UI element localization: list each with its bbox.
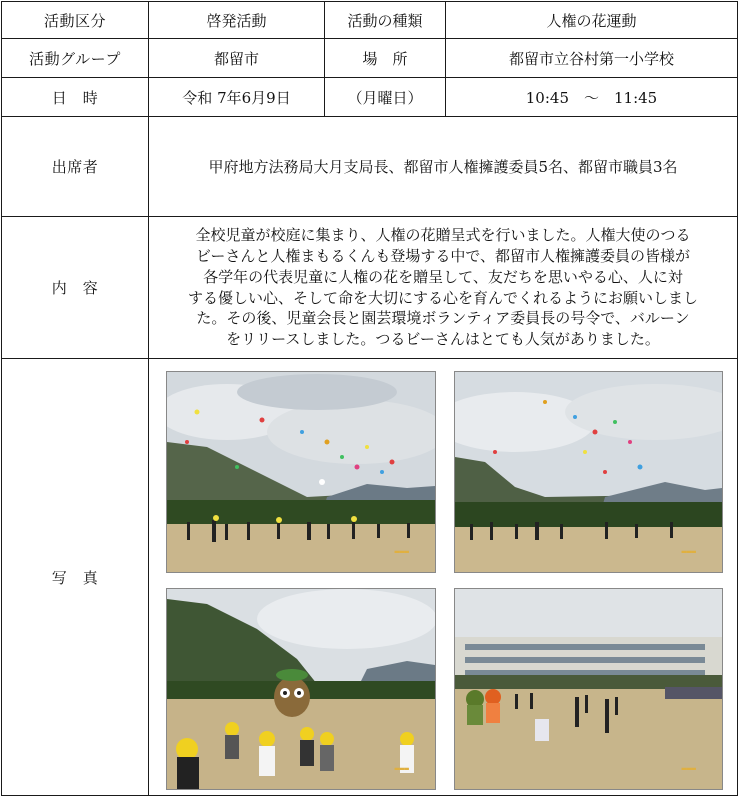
attendees-label: 出席者 xyxy=(2,117,149,217)
content-line: をリリースしました。つるビーさんはとても人気がありました。 xyxy=(226,330,660,349)
place-value: 都留市立谷村第一小学校 xyxy=(446,39,738,78)
row-group xyxy=(2,39,738,78)
row-category xyxy=(2,2,738,39)
content-line: する優しい心、そして命を大切にする心を育んでくれるようにお願いしまし xyxy=(187,288,698,307)
place-label: 場 所 xyxy=(325,39,446,78)
photo-date-stamp: ▬▬▬ xyxy=(681,547,696,556)
weekday-value: （月曜日） xyxy=(325,78,446,117)
photo-date-stamp: ▬▬▬ xyxy=(394,547,409,556)
photo-date-stamp: ▬▬▬ xyxy=(394,764,409,773)
date-value: 令和 7年6月9日 xyxy=(149,78,325,117)
datetime-label: 日 時 xyxy=(2,78,149,117)
photo-mascot-children xyxy=(166,588,436,790)
row-datetime xyxy=(2,78,738,117)
photo-date-stamp: ▬▬▬ xyxy=(681,764,696,773)
content-line: 全校児童が校庭に集まり、人権の花贈呈式を行いました。人権大使のつる xyxy=(195,226,691,245)
activity-report-table xyxy=(1,1,738,796)
photo-balloon-release-2 xyxy=(454,371,723,573)
photos-cell xyxy=(149,359,738,796)
activity-type-label: 活動の種類 xyxy=(325,2,446,39)
row-attendees xyxy=(2,117,738,217)
row-content xyxy=(2,217,738,359)
row-photos xyxy=(2,359,738,796)
content-line: た。その後、児童会長と園芸環境ボランティア委員長の号令で、バルーン xyxy=(196,309,690,328)
content-line: ビーさんと人権まもるくんも登場する中で、都留市人権擁護委員の皆様が xyxy=(195,246,691,265)
category-value: 啓発活動 xyxy=(149,2,325,39)
group-value: 都留市 xyxy=(149,39,325,78)
group-label: 活動グループ xyxy=(2,39,149,78)
content-text xyxy=(149,217,738,359)
activity-type-value: 人権の花運動 xyxy=(446,2,738,39)
attendees-value: 甲府地方法務局大月支局長、都留市人権擁護委員5名、都留市職員3名 xyxy=(149,117,738,217)
category-label: 活動区分 xyxy=(2,2,149,39)
photo-balloon-release-1 xyxy=(166,371,436,573)
photo-school-mascots xyxy=(454,588,723,790)
photos-label: 写 真 xyxy=(2,359,149,796)
time-value: 10:45 〜 11:45 xyxy=(446,78,738,117)
content-line: 各学年の代表児童に人権の花を贈呈して、友だちを思いやる心、人に対 xyxy=(203,267,683,286)
content-label: 内 容 xyxy=(2,217,149,359)
